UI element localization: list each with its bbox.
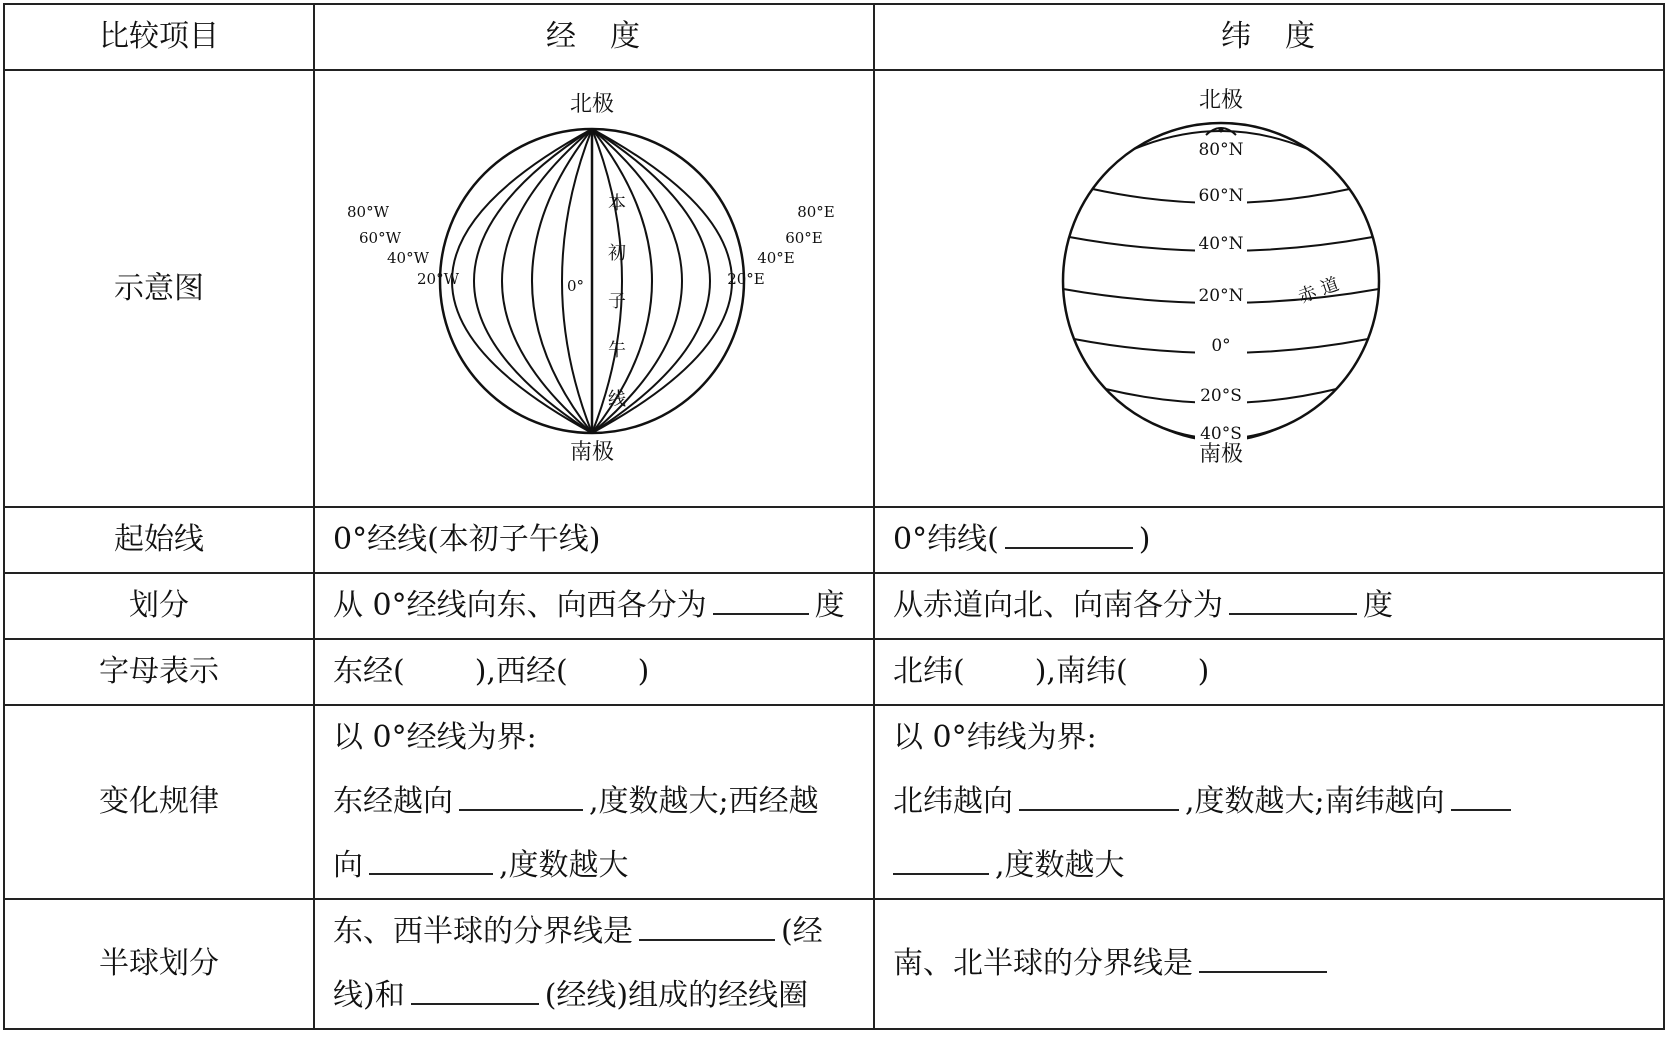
north-pole-label: 北极 [569, 92, 615, 117]
prime-meridian-char: 本 [608, 193, 626, 214]
lon-label-w0: 80°W [346, 203, 390, 221]
prime-meridian-char: 初 [608, 243, 626, 264]
comparison-table [3, 3, 1665, 1030]
row-label-start: 起始线 [4, 507, 314, 573]
blank-hemi-lon-1[interactable] [639, 901, 775, 941]
hemi-lon-l1b: (经 [781, 914, 823, 949]
change-lat-l2a: 北纬越向 [893, 784, 1013, 819]
change-lat [874, 705, 1664, 899]
division-lon-post: 度 [814, 588, 845, 623]
hemisphere-lon [314, 899, 874, 1029]
blank-change-north[interactable] [1019, 771, 1179, 811]
hemi-lat-a: 南、北半球的分界线是 [893, 946, 1193, 981]
lat-label-4: 0° [1211, 336, 1231, 356]
change-lon-l2a: 东经越向 [333, 784, 453, 819]
letter-lat-a: 北纬( [893, 654, 965, 689]
meridian-line-e0 [592, 129, 622, 433]
division-lon-pre: 从 0°经线向东、向西各分为 [333, 588, 707, 623]
lat-north-pole-label: 北极 [1198, 88, 1244, 113]
blank-change-south-a[interactable] [1451, 771, 1511, 811]
lon-label-w1: 60°W [358, 229, 402, 247]
change-lon-l3b: ,度数越大 [499, 848, 629, 883]
prime-meridian-char: 子 [608, 291, 626, 312]
prime-meridian-char: 午 [608, 340, 626, 361]
change-lat-l3b: ,度数越大 [995, 848, 1125, 883]
blank-change-east[interactable] [459, 771, 583, 811]
change-lon-l2b: ,度数越大;西经越 [589, 784, 819, 819]
meridian-line-e2 [592, 129, 682, 433]
division-lon [314, 573, 874, 639]
blank-hemi-lat[interactable] [1199, 933, 1327, 973]
lat-label-3: 20°N [1198, 286, 1244, 306]
lat-south-pole-label: 南极 [1198, 442, 1244, 467]
change-lat-l2b: ,度数越大;南纬越向 [1185, 784, 1445, 819]
lat-label-6: 40°S [1200, 424, 1242, 444]
division-lat-post: 度 [1363, 588, 1393, 623]
letter-lat-b: ),南纬( [1034, 654, 1128, 689]
longitude-globe-diagram [316, 71, 872, 483]
change-lon [314, 705, 874, 899]
letter-lat [874, 639, 1664, 705]
change-lon-line1: 以 0°经线为界: [333, 720, 537, 755]
row-label-change: 变化规律 [4, 705, 314, 899]
blank-start-lat[interactable] [1005, 509, 1133, 549]
lon-label-w2: 40°W [386, 249, 430, 267]
start-lat-pre: 0°纬线( [893, 522, 999, 557]
prime-degree-label: 0° [566, 277, 584, 295]
lat-label-5: 20°S [1200, 386, 1242, 406]
blank-division-lat[interactable] [1229, 575, 1357, 615]
division-lat-pre: 从赤道向北、向南各分为 [893, 588, 1223, 623]
row-label-diagram: 示意图 [4, 70, 314, 507]
letter-lon-a: 东经( [333, 654, 405, 689]
lat-label-0: 80°N [1198, 140, 1244, 160]
letter-lon-b: ),西经( [474, 654, 568, 689]
latitude-globe-diagram [876, 71, 1662, 483]
row-label-letter: 字母表示 [4, 639, 314, 705]
start-lon-text: 0°经线(本初子午线) [333, 522, 601, 557]
lat-label-2: 40°N [1198, 234, 1244, 254]
lon-label-e1: 60°E [785, 229, 823, 247]
row-label-division: 划分 [4, 573, 314, 639]
change-lon-l3a: 向 [333, 848, 363, 883]
change-lat-line1: 以 0°纬线为界: [893, 720, 1097, 755]
header-latitude: 纬 度 [874, 4, 1664, 70]
lon-label-e2: 40°E [757, 249, 795, 267]
longitude-diagram-cell [314, 70, 874, 507]
blank-change-west[interactable] [369, 835, 493, 875]
south-pole-label: 南极 [569, 440, 615, 465]
lon-label-w3: 20°W [416, 270, 460, 288]
hemi-lon-l1a: 东、西半球的分界线是 [333, 914, 633, 949]
header-longitude: 经 度 [314, 4, 874, 70]
start-lat [874, 507, 1664, 573]
lon-label-e0: 80°E [797, 203, 835, 221]
prime-meridian-char: 线 [608, 389, 626, 410]
blank-division-lon[interactable] [713, 575, 809, 615]
letter-lon [314, 639, 874, 705]
header-item: 比较项目 [4, 4, 314, 70]
equator-label: 赤 道 [1295, 273, 1342, 308]
hemi-lon-l2a: 线)和 [333, 978, 405, 1013]
lat-label-1: 60°N [1198, 186, 1244, 206]
row-label-hemisphere: 半球划分 [4, 899, 314, 1029]
lon-label-e3: 20°E [727, 270, 765, 288]
blank-change-south-b[interactable] [893, 835, 989, 875]
division-lat [874, 573, 1664, 639]
start-lon [314, 507, 874, 573]
latitude-diagram-cell [874, 70, 1664, 507]
letter-lat-c: ) [1197, 654, 1210, 689]
blank-hemi-lon-2[interactable] [411, 965, 539, 1005]
hemisphere-lat [874, 899, 1664, 1029]
letter-lon-c: ) [637, 654, 650, 689]
hemi-lon-l2b: (经线)组成的经线圈 [544, 978, 809, 1013]
start-lat-post: ) [1138, 522, 1151, 557]
